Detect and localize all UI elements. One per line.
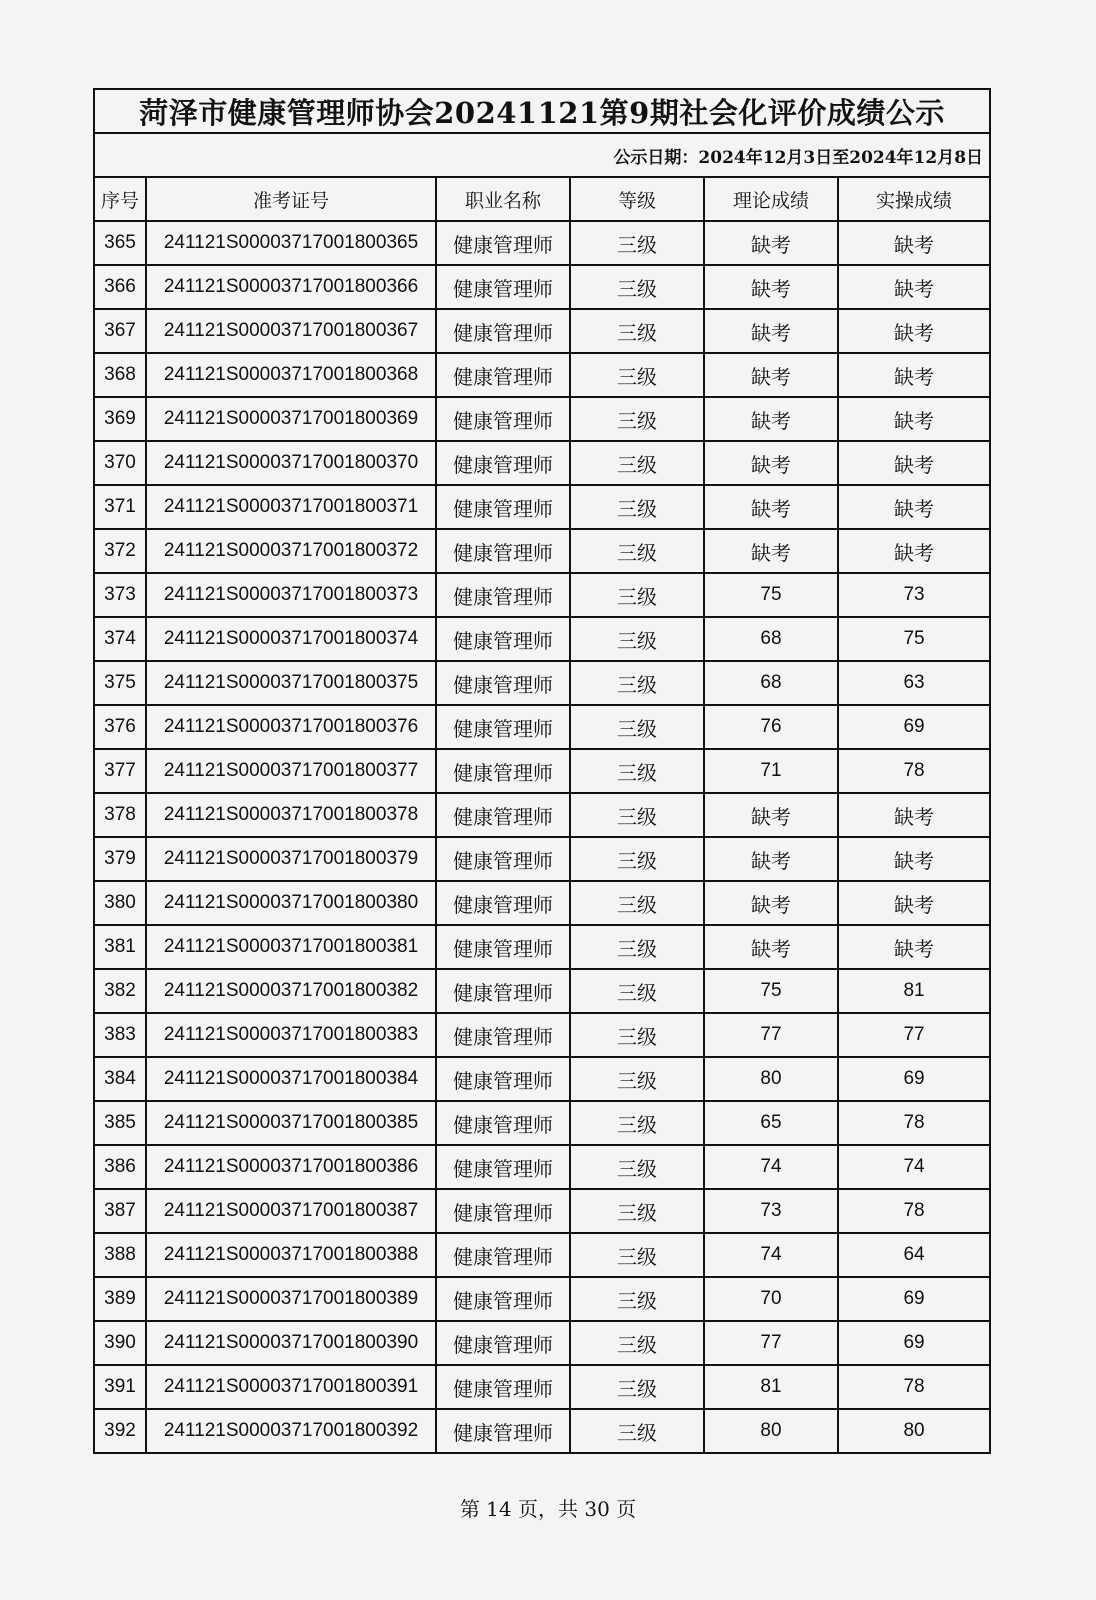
- ticket-cell: 241121S00003717001800367: [146, 309, 436, 353]
- ticket-cell: 241121S00003717001800368: [146, 353, 436, 397]
- seq-cell: 366: [94, 265, 146, 309]
- job-cell: 健康管理师: [436, 661, 570, 705]
- table-row: [94, 1013, 990, 1057]
- theory-score-cell: 68: [704, 617, 838, 661]
- level-cell: 三级: [570, 485, 704, 529]
- job-cell: 健康管理师: [436, 969, 570, 1013]
- seq-cell: 390: [94, 1321, 146, 1365]
- table-row: [94, 661, 990, 705]
- seq-cell: 383: [94, 1013, 146, 1057]
- table-row: [94, 1145, 990, 1189]
- job-cell: 健康管理师: [436, 309, 570, 353]
- practice-score-cell: 69: [838, 1321, 990, 1365]
- ticket-cell: 241121S00003717001800372: [146, 529, 436, 573]
- theory-score-cell: 缺考: [704, 485, 838, 529]
- ticket-cell: 241121S00003717001800386: [146, 1145, 436, 1189]
- theory-score-cell: 缺考: [704, 265, 838, 309]
- level-cell: 三级: [570, 1321, 704, 1365]
- table-row: [94, 837, 990, 881]
- table-row: [94, 397, 990, 441]
- table-row: [94, 793, 990, 837]
- seq-cell: 370: [94, 441, 146, 485]
- practice-score-cell: 缺考: [838, 925, 990, 969]
- table-row: [94, 309, 990, 353]
- seq-cell: 381: [94, 925, 146, 969]
- theory-score-cell: 76: [704, 705, 838, 749]
- job-cell: 健康管理师: [436, 837, 570, 881]
- ticket-cell: 241121S00003717001800365: [146, 221, 436, 265]
- practice-score-cell: 缺考: [838, 837, 990, 881]
- ticket-cell: 241121S00003717001800378: [146, 793, 436, 837]
- job-cell: 健康管理师: [436, 1057, 570, 1101]
- job-cell: 健康管理师: [436, 1013, 570, 1057]
- theory-score-cell: 81: [704, 1365, 838, 1409]
- job-cell: 健康管理师: [436, 1321, 570, 1365]
- job-cell: 健康管理师: [436, 353, 570, 397]
- job-cell: 健康管理师: [436, 749, 570, 793]
- theory-score-cell: 74: [704, 1233, 838, 1277]
- theory-score-cell: 77: [704, 1013, 838, 1057]
- ticket-cell: 241121S00003717001800374: [146, 617, 436, 661]
- practice-score-cell: 69: [838, 1057, 990, 1101]
- score-sheet: [93, 88, 989, 1454]
- level-cell: 三级: [570, 529, 704, 573]
- column-header-ticket: 准考证号: [146, 177, 436, 221]
- table-row: [94, 1233, 990, 1277]
- ticket-cell: 241121S00003717001800379: [146, 837, 436, 881]
- level-cell: 三级: [570, 1101, 704, 1145]
- practice-score-cell: 78: [838, 1189, 990, 1233]
- seq-cell: 388: [94, 1233, 146, 1277]
- theory-score-cell: 70: [704, 1277, 838, 1321]
- practice-score-cell: 69: [838, 1277, 990, 1321]
- level-cell: 三级: [570, 1277, 704, 1321]
- seq-cell: 372: [94, 529, 146, 573]
- level-cell: 三级: [570, 221, 704, 265]
- ticket-cell: 241121S00003717001800391: [146, 1365, 436, 1409]
- theory-score-cell: 75: [704, 573, 838, 617]
- ticket-cell: 241121S00003717001800383: [146, 1013, 436, 1057]
- theory-score-cell: 80: [704, 1057, 838, 1101]
- column-header-job: 职业名称: [436, 177, 570, 221]
- theory-score-cell: 缺考: [704, 793, 838, 837]
- ticket-cell: 241121S00003717001800384: [146, 1057, 436, 1101]
- seq-cell: 377: [94, 749, 146, 793]
- practice-score-cell: 64: [838, 1233, 990, 1277]
- table-row: [94, 749, 990, 793]
- theory-score-cell: 缺考: [704, 309, 838, 353]
- level-cell: 三级: [570, 309, 704, 353]
- job-cell: 健康管理师: [436, 1101, 570, 1145]
- practice-score-cell: 缺考: [838, 881, 990, 925]
- seq-cell: 387: [94, 1189, 146, 1233]
- level-cell: 三级: [570, 1189, 704, 1233]
- level-cell: 三级: [570, 969, 704, 1013]
- theory-score-cell: 71: [704, 749, 838, 793]
- column-header-practice: 实操成绩: [838, 177, 990, 221]
- level-cell: 三级: [570, 705, 704, 749]
- job-cell: 健康管理师: [436, 1189, 570, 1233]
- level-cell: 三级: [570, 837, 704, 881]
- practice-score-cell: 缺考: [838, 353, 990, 397]
- practice-score-cell: 80: [838, 1409, 990, 1453]
- level-cell: 三级: [570, 1365, 704, 1409]
- job-cell: 健康管理师: [436, 1277, 570, 1321]
- score-table: [93, 88, 991, 1454]
- job-cell: 健康管理师: [436, 485, 570, 529]
- seq-cell: 379: [94, 837, 146, 881]
- table-row: [94, 353, 990, 397]
- ticket-cell: 241121S00003717001800373: [146, 573, 436, 617]
- job-cell: 健康管理师: [436, 1233, 570, 1277]
- seq-cell: 365: [94, 221, 146, 265]
- theory-score-cell: 65: [704, 1101, 838, 1145]
- table-row: [94, 1365, 990, 1409]
- level-cell: 三级: [570, 1233, 704, 1277]
- theory-score-cell: 缺考: [704, 441, 838, 485]
- practice-score-cell: 78: [838, 1365, 990, 1409]
- seq-cell: 368: [94, 353, 146, 397]
- job-cell: 健康管理师: [436, 221, 570, 265]
- level-cell: 三级: [570, 1145, 704, 1189]
- table-row: [94, 1409, 990, 1453]
- theory-score-cell: 缺考: [704, 529, 838, 573]
- job-cell: 健康管理师: [436, 1145, 570, 1189]
- table-row: [94, 485, 990, 529]
- theory-score-cell: 缺考: [704, 925, 838, 969]
- seq-cell: 391: [94, 1365, 146, 1409]
- seq-cell: 374: [94, 617, 146, 661]
- seq-cell: 380: [94, 881, 146, 925]
- job-cell: 健康管理师: [436, 265, 570, 309]
- ticket-cell: 241121S00003717001800382: [146, 969, 436, 1013]
- seq-cell: 371: [94, 485, 146, 529]
- ticket-cell: 241121S00003717001800385: [146, 1101, 436, 1145]
- level-cell: 三级: [570, 397, 704, 441]
- theory-score-cell: 75: [704, 969, 838, 1013]
- practice-score-cell: 69: [838, 705, 990, 749]
- practice-score-cell: 73: [838, 573, 990, 617]
- job-cell: 健康管理师: [436, 441, 570, 485]
- job-cell: 健康管理师: [436, 705, 570, 749]
- seq-cell: 384: [94, 1057, 146, 1101]
- seq-cell: 378: [94, 793, 146, 837]
- table-row: [94, 441, 990, 485]
- ticket-cell: 241121S00003717001800389: [146, 1277, 436, 1321]
- job-cell: 健康管理师: [436, 1365, 570, 1409]
- seq-cell: 375: [94, 661, 146, 705]
- practice-score-cell: 缺考: [838, 529, 990, 573]
- practice-score-cell: 78: [838, 749, 990, 793]
- ticket-cell: 241121S00003717001800371: [146, 485, 436, 529]
- level-cell: 三级: [570, 749, 704, 793]
- theory-score-cell: 77: [704, 1321, 838, 1365]
- job-cell: 健康管理师: [436, 617, 570, 661]
- ticket-cell: 241121S00003717001800370: [146, 441, 436, 485]
- table-row: [94, 925, 990, 969]
- column-header-level: 等级: [570, 177, 704, 221]
- seq-cell: 376: [94, 705, 146, 749]
- seq-cell: 385: [94, 1101, 146, 1145]
- job-cell: 健康管理师: [436, 881, 570, 925]
- table-row: [94, 1101, 990, 1145]
- table-row: [94, 1277, 990, 1321]
- job-cell: 健康管理师: [436, 1409, 570, 1453]
- level-cell: 三级: [570, 661, 704, 705]
- level-cell: 三级: [570, 1013, 704, 1057]
- table-row: [94, 705, 990, 749]
- level-cell: 三级: [570, 573, 704, 617]
- level-cell: 三级: [570, 1409, 704, 1453]
- theory-score-cell: 73: [704, 1189, 838, 1233]
- practice-score-cell: 缺考: [838, 793, 990, 837]
- ticket-cell: 241121S00003717001800390: [146, 1321, 436, 1365]
- ticket-cell: 241121S00003717001800387: [146, 1189, 436, 1233]
- table-row: [94, 221, 990, 265]
- practice-score-cell: 75: [838, 617, 990, 661]
- seq-cell: 389: [94, 1277, 146, 1321]
- table-header: [94, 177, 990, 221]
- column-header-seq: 序号: [94, 177, 146, 221]
- level-cell: 三级: [570, 617, 704, 661]
- theory-score-cell: 缺考: [704, 397, 838, 441]
- table-row: [94, 617, 990, 661]
- seq-cell: 392: [94, 1409, 146, 1453]
- ticket-cell: 241121S00003717001800392: [146, 1409, 436, 1453]
- ticket-cell: 241121S00003717001800377: [146, 749, 436, 793]
- seq-cell: 367: [94, 309, 146, 353]
- level-cell: 三级: [570, 881, 704, 925]
- level-cell: 三级: [570, 1057, 704, 1101]
- practice-score-cell: 缺考: [838, 485, 990, 529]
- table-row: [94, 1189, 990, 1233]
- theory-score-cell: 80: [704, 1409, 838, 1453]
- job-cell: 健康管理师: [436, 925, 570, 969]
- table-row: [94, 265, 990, 309]
- table-row: [94, 573, 990, 617]
- job-cell: 健康管理师: [436, 573, 570, 617]
- level-cell: 三级: [570, 925, 704, 969]
- ticket-cell: 241121S00003717001800381: [146, 925, 436, 969]
- theory-score-cell: 缺考: [704, 221, 838, 265]
- job-cell: 健康管理师: [436, 793, 570, 837]
- page-title: 菏泽市健康管理师协会20241121第9期社会化评价成绩公示: [94, 89, 990, 133]
- seq-cell: 386: [94, 1145, 146, 1189]
- ticket-cell: 241121S00003717001800366: [146, 265, 436, 309]
- table-row: [94, 529, 990, 573]
- ticket-cell: 241121S00003717001800369: [146, 397, 436, 441]
- seq-cell: 373: [94, 573, 146, 617]
- level-cell: 三级: [570, 265, 704, 309]
- level-cell: 三级: [570, 793, 704, 837]
- table-row: [94, 1057, 990, 1101]
- ticket-cell: 241121S00003717001800375: [146, 661, 436, 705]
- theory-score-cell: 74: [704, 1145, 838, 1189]
- practice-score-cell: 缺考: [838, 265, 990, 309]
- table-row: [94, 881, 990, 925]
- practice-score-cell: 77: [838, 1013, 990, 1057]
- job-cell: 健康管理师: [436, 397, 570, 441]
- practice-score-cell: 缺考: [838, 221, 990, 265]
- column-header-theory: 理论成绩: [704, 177, 838, 221]
- table-row: [94, 1321, 990, 1365]
- ticket-cell: 241121S00003717001800376: [146, 705, 436, 749]
- ticket-cell: 241121S00003717001800380: [146, 881, 436, 925]
- table-row: [94, 969, 990, 1013]
- ticket-cell: 241121S00003717001800388: [146, 1233, 436, 1277]
- job-cell: 健康管理师: [436, 529, 570, 573]
- seq-cell: 369: [94, 397, 146, 441]
- practice-score-cell: 缺考: [838, 397, 990, 441]
- level-cell: 三级: [570, 353, 704, 397]
- level-cell: 三级: [570, 441, 704, 485]
- theory-score-cell: 缺考: [704, 353, 838, 397]
- page-footer: 第 14 页，共 30 页: [459, 1497, 637, 1521]
- theory-score-cell: 缺考: [704, 881, 838, 925]
- announce-date: 公示日期：2024年12月3日至2024年12月8日: [94, 133, 990, 177]
- practice-score-cell: 缺考: [838, 441, 990, 485]
- theory-score-cell: 68: [704, 661, 838, 705]
- practice-score-cell: 缺考: [838, 309, 990, 353]
- practice-score-cell: 63: [838, 661, 990, 705]
- practice-score-cell: 81: [838, 969, 990, 1013]
- practice-score-cell: 78: [838, 1101, 990, 1145]
- seq-cell: 382: [94, 969, 146, 1013]
- theory-score-cell: 缺考: [704, 837, 838, 881]
- practice-score-cell: 74: [838, 1145, 990, 1189]
